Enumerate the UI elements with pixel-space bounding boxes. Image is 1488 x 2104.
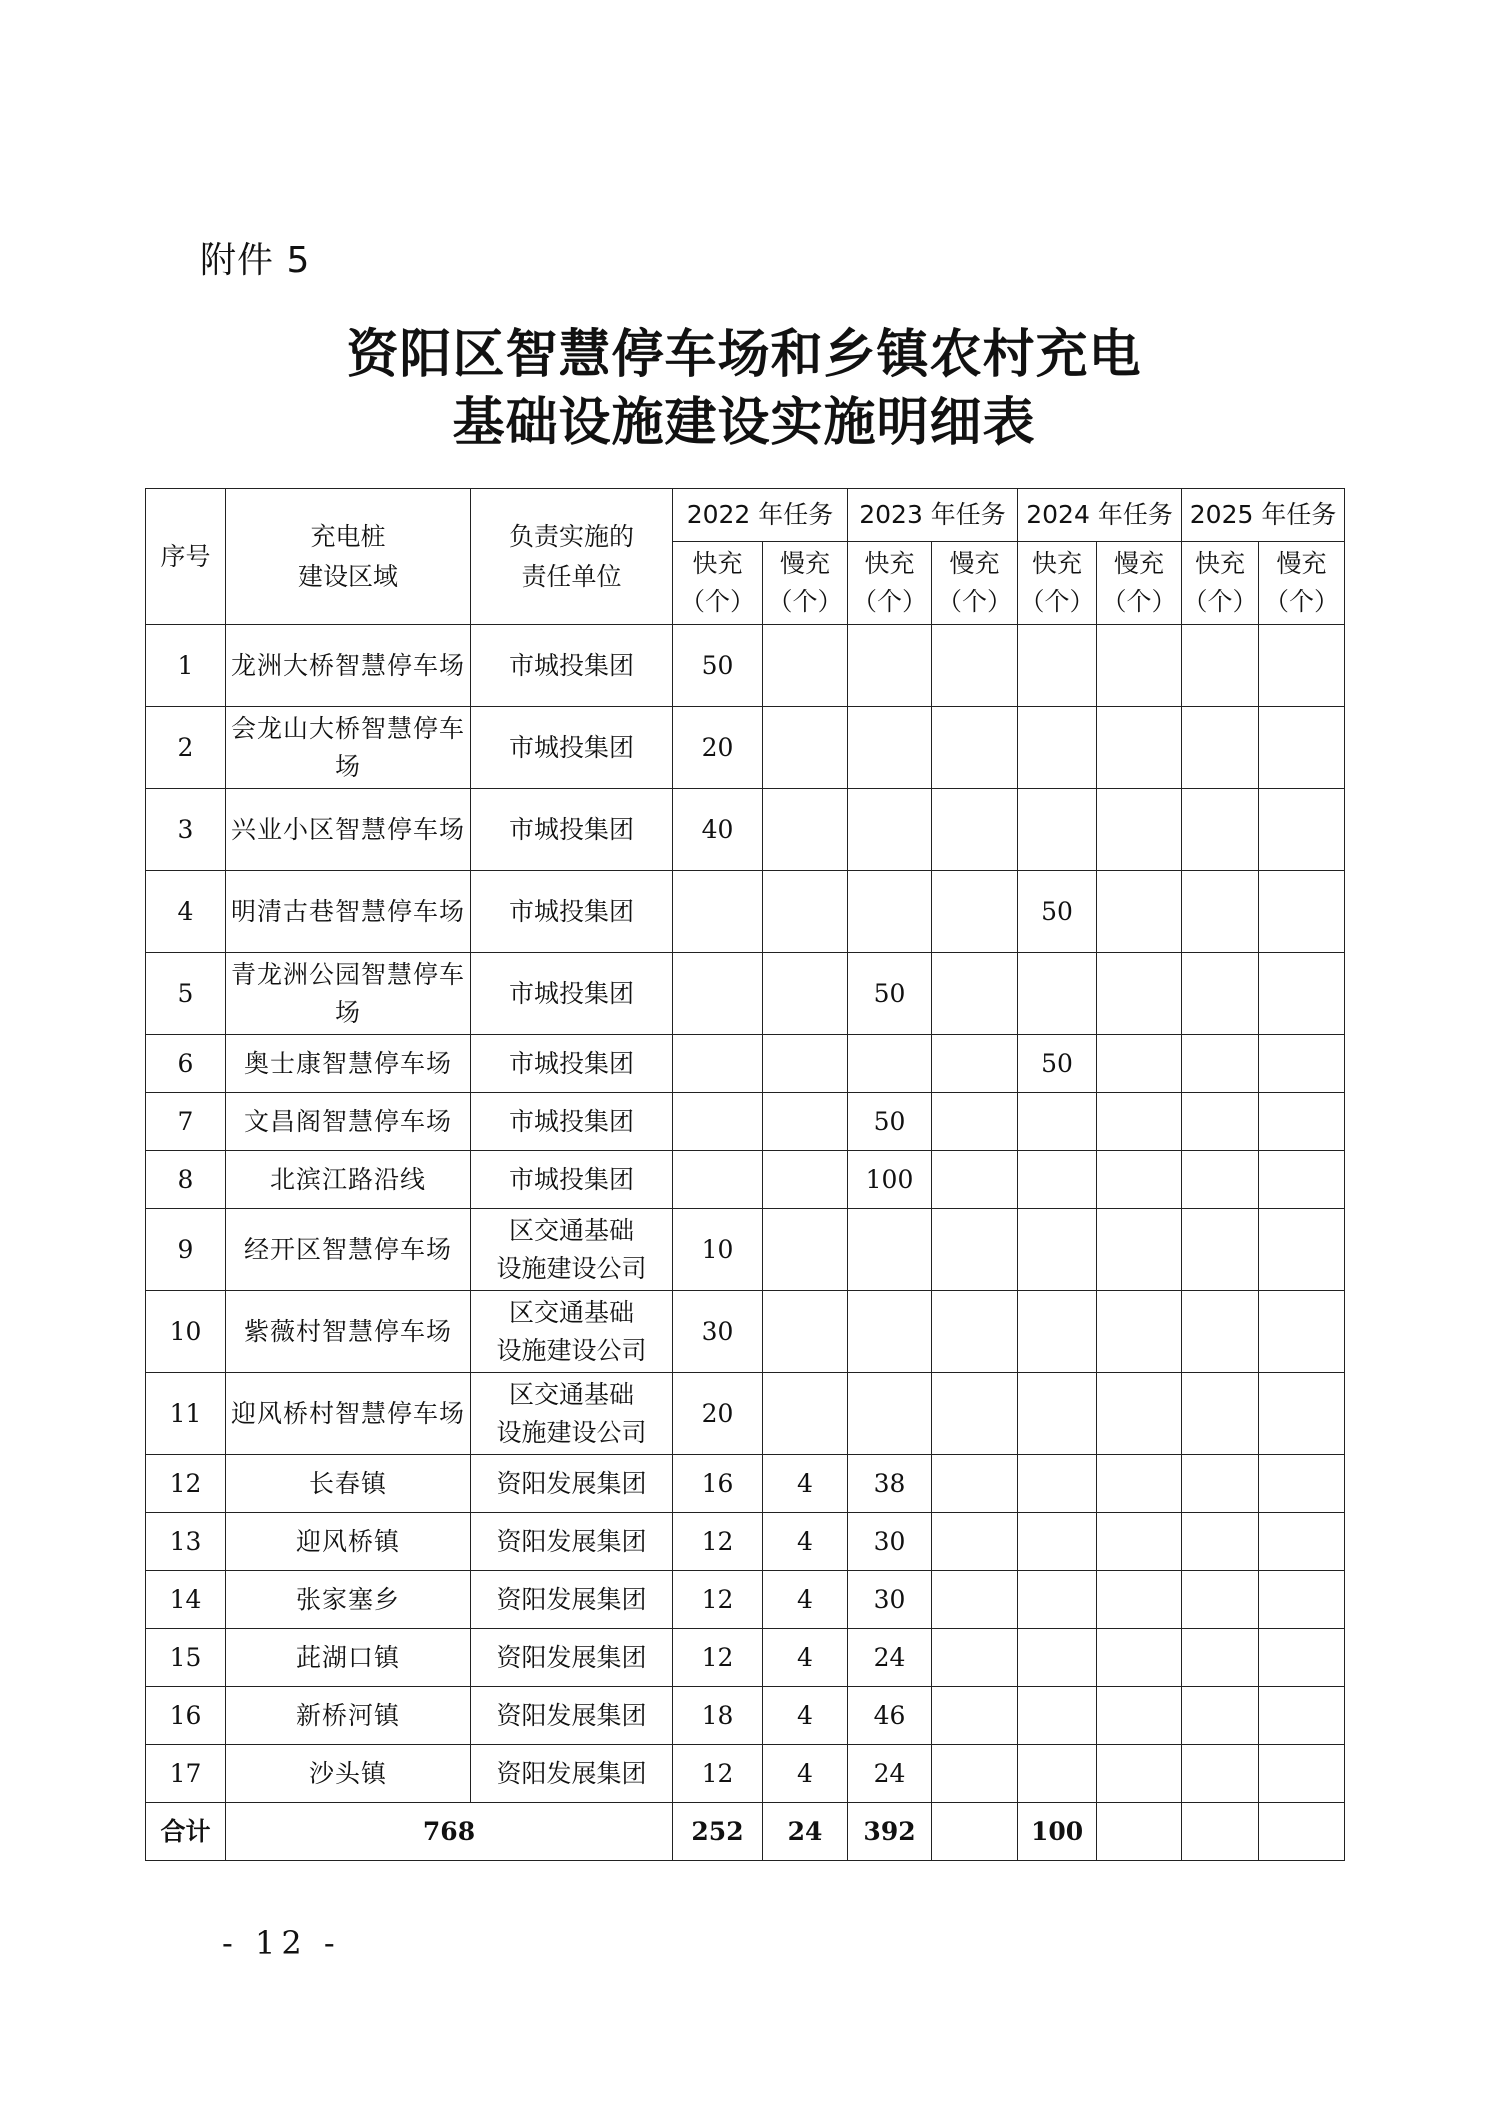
- row-seq: 15: [146, 1629, 226, 1687]
- row-fast-2024: 50: [1018, 871, 1097, 953]
- table-row: [146, 1629, 1345, 1687]
- row-slow-2023: [932, 1291, 1018, 1373]
- row-slow-2022: 4: [763, 1455, 848, 1513]
- row-fast-2022: 30: [673, 1291, 763, 1373]
- row-fast-2023: [848, 1291, 932, 1373]
- table-row: [146, 1455, 1345, 1513]
- row-fast-2023: 24: [848, 1629, 932, 1687]
- row-area: 会龙山大桥智慧停车场: [226, 707, 471, 789]
- row-seq: 1: [146, 625, 226, 707]
- row-seq: 7: [146, 1093, 226, 1151]
- row-slow-2022: [763, 1151, 848, 1209]
- row-slow-2025: [1259, 1571, 1345, 1629]
- row-fast-2024: [1018, 1687, 1097, 1745]
- row-fast-2022: 12: [673, 1745, 763, 1803]
- total-sum: 768: [226, 1803, 673, 1861]
- row-fast-2025: [1182, 1745, 1259, 1803]
- row-fast-2023: 100: [848, 1151, 932, 1209]
- row-slow-2025: [1259, 1513, 1345, 1571]
- row-area: 茈湖口镇: [226, 1629, 471, 1687]
- row-fast-2022: [673, 1035, 763, 1093]
- row-seq: 17: [146, 1745, 226, 1803]
- row-unit: 资阳发展集团: [471, 1745, 673, 1803]
- row-fast-2024: [1018, 953, 1097, 1035]
- row-fast-2022: 12: [673, 1513, 763, 1571]
- row-area: 文昌阁智慧停车场: [226, 1093, 471, 1151]
- header-slow-2025: 慢充 （个）: [1259, 542, 1345, 625]
- header-fast-2024: 快充 （个）: [1018, 542, 1097, 625]
- row-fast-2022: 20: [673, 707, 763, 789]
- row-unit: 市城投集团: [471, 1093, 673, 1151]
- row-seq: 9: [146, 1209, 226, 1291]
- row-seq: 2: [146, 707, 226, 789]
- row-fast-2025: [1182, 789, 1259, 871]
- row-slow-2025: [1259, 625, 1345, 707]
- table-body: [146, 625, 1345, 1803]
- attachment-label: 附件 5: [200, 240, 311, 281]
- row-slow-2024: [1097, 789, 1182, 871]
- row-fast-2025: [1182, 1629, 1259, 1687]
- row-fast-2025: [1182, 1455, 1259, 1513]
- row-fast-2025: [1182, 953, 1259, 1035]
- row-slow-2022: 4: [763, 1629, 848, 1687]
- row-slow-2025: [1259, 1151, 1345, 1209]
- total-fast-2025: [1182, 1803, 1259, 1861]
- row-unit: 区交通基础 设施建设公司: [471, 1373, 673, 1455]
- row-seq: 12: [146, 1455, 226, 1513]
- total-fast-2023: 392: [848, 1803, 932, 1861]
- row-slow-2024: [1097, 1745, 1182, 1803]
- row-area: 龙洲大桥智慧停车场: [226, 625, 471, 707]
- row-fast-2023: 46: [848, 1687, 932, 1745]
- row-unit: 资阳发展集团: [471, 1571, 673, 1629]
- row-fast-2022: [673, 871, 763, 953]
- row-slow-2024: [1097, 1629, 1182, 1687]
- table-row: [146, 1513, 1345, 1571]
- row-fast-2024: [1018, 789, 1097, 871]
- row-fast-2023: 38: [848, 1455, 932, 1513]
- row-fast-2022: 12: [673, 1629, 763, 1687]
- row-unit: 市城投集团: [471, 953, 673, 1035]
- header-row-years: [146, 489, 1345, 542]
- row-slow-2024: [1097, 1455, 1182, 1513]
- row-fast-2024: [1018, 707, 1097, 789]
- header-year-2025: 2025 年任务: [1182, 489, 1345, 542]
- row-slow-2024: [1097, 707, 1182, 789]
- row-slow-2024: [1097, 871, 1182, 953]
- row-fast-2023: 24: [848, 1745, 932, 1803]
- row-slow-2022: 4: [763, 1513, 848, 1571]
- document-title-line-2: 基础设施建设实施明细表: [452, 393, 1036, 453]
- row-fast-2023: [848, 1209, 932, 1291]
- row-slow-2025: [1259, 1455, 1345, 1513]
- row-fast-2024: [1018, 1151, 1097, 1209]
- table-row: [146, 789, 1345, 871]
- row-fast-2025: [1182, 1151, 1259, 1209]
- row-area: 经开区智慧停车场: [226, 1209, 471, 1291]
- row-fast-2025: [1182, 871, 1259, 953]
- total-slow-2025: [1259, 1803, 1345, 1861]
- row-slow-2023: [932, 1745, 1018, 1803]
- row-slow-2024: [1097, 625, 1182, 707]
- row-fast-2023: [848, 625, 932, 707]
- row-slow-2023: [932, 1209, 1018, 1291]
- row-area: 青龙洲公园智慧停车场: [226, 953, 471, 1035]
- row-fast-2024: [1018, 1629, 1097, 1687]
- row-slow-2023: [932, 1629, 1018, 1687]
- row-slow-2023: [932, 1687, 1018, 1745]
- row-slow-2025: [1259, 1687, 1345, 1745]
- row-fast-2023: [848, 1035, 932, 1093]
- row-slow-2022: 4: [763, 1687, 848, 1745]
- row-slow-2024: [1097, 1513, 1182, 1571]
- row-fast-2022: 50: [673, 625, 763, 707]
- row-slow-2024: [1097, 1209, 1182, 1291]
- row-unit: 资阳发展集团: [471, 1629, 673, 1687]
- row-slow-2025: [1259, 1093, 1345, 1151]
- table-row: [146, 1151, 1345, 1209]
- row-slow-2025: [1259, 1745, 1345, 1803]
- row-area: 沙头镇: [226, 1745, 471, 1803]
- table-row: [146, 1093, 1345, 1151]
- row-slow-2023: [932, 953, 1018, 1035]
- row-seq: 8: [146, 1151, 226, 1209]
- row-fast-2025: [1182, 1571, 1259, 1629]
- table-row: [146, 871, 1345, 953]
- row-slow-2023: [932, 1373, 1018, 1455]
- row-slow-2022: [763, 1093, 848, 1151]
- row-fast-2022: 10: [673, 1209, 763, 1291]
- row-area: 新桥河镇: [226, 1687, 471, 1745]
- row-slow-2024: [1097, 1035, 1182, 1093]
- implementation-detail-table: [145, 488, 1345, 1861]
- row-slow-2024: [1097, 1291, 1182, 1373]
- row-fast-2024: [1018, 1373, 1097, 1455]
- row-slow-2022: [763, 625, 848, 707]
- table-row: [146, 1745, 1345, 1803]
- row-fast-2024: [1018, 1291, 1097, 1373]
- row-area: 兴业小区智慧停车场: [226, 789, 471, 871]
- row-area: 紫薇村智慧停车场: [226, 1291, 471, 1373]
- total-slow-2022: 24: [763, 1803, 848, 1861]
- row-slow-2022: 4: [763, 1745, 848, 1803]
- row-fast-2023: [848, 871, 932, 953]
- row-slow-2023: [932, 1093, 1018, 1151]
- row-unit: 资阳发展集团: [471, 1513, 673, 1571]
- row-slow-2024: [1097, 1571, 1182, 1629]
- row-slow-2023: [932, 1455, 1018, 1513]
- row-slow-2024: [1097, 1151, 1182, 1209]
- total-fast-2024: 100: [1018, 1803, 1097, 1861]
- row-fast-2025: [1182, 707, 1259, 789]
- row-fast-2024: [1018, 1571, 1097, 1629]
- table-row: [146, 1687, 1345, 1745]
- row-unit: 市城投集团: [471, 1151, 673, 1209]
- row-fast-2022: [673, 1151, 763, 1209]
- row-fast-2023: [848, 707, 932, 789]
- row-fast-2025: [1182, 1209, 1259, 1291]
- row-fast-2022: 20: [673, 1373, 763, 1455]
- row-slow-2025: [1259, 871, 1345, 953]
- table-row: [146, 1373, 1345, 1455]
- header-seq: 序号: [146, 489, 226, 625]
- row-fast-2023: 50: [848, 1093, 932, 1151]
- row-slow-2022: [763, 1035, 848, 1093]
- row-fast-2025: [1182, 1373, 1259, 1455]
- row-slow-2023: [932, 1571, 1018, 1629]
- row-fast-2022: 40: [673, 789, 763, 871]
- row-slow-2025: [1259, 789, 1345, 871]
- row-slow-2022: [763, 707, 848, 789]
- row-unit: 市城投集团: [471, 625, 673, 707]
- row-seq: 11: [146, 1373, 226, 1455]
- row-slow-2023: [932, 871, 1018, 953]
- row-unit: 区交通基础 设施建设公司: [471, 1291, 673, 1373]
- row-seq: 16: [146, 1687, 226, 1745]
- row-fast-2024: [1018, 1745, 1097, 1803]
- row-seq: 14: [146, 1571, 226, 1629]
- header-unit: 负责实施的 责任单位: [471, 489, 673, 625]
- row-slow-2022: [763, 1291, 848, 1373]
- table-row: [146, 1571, 1345, 1629]
- row-unit: 市城投集团: [471, 1035, 673, 1093]
- header-area: 充电桩 建设区域: [226, 489, 471, 625]
- total-slow-2024: [1097, 1803, 1182, 1861]
- row-seq: 4: [146, 871, 226, 953]
- row-area: 北滨江路沿线: [226, 1151, 471, 1209]
- row-fast-2024: [1018, 1093, 1097, 1151]
- row-fast-2024: [1018, 1513, 1097, 1571]
- table-row: [146, 1291, 1345, 1373]
- total-label: 合计: [146, 1803, 226, 1861]
- row-fast-2025: [1182, 1291, 1259, 1373]
- row-area: 长春镇: [226, 1455, 471, 1513]
- row-slow-2023: [932, 625, 1018, 707]
- header-year-2023: 2023 年任务: [848, 489, 1018, 542]
- row-area: 迎风桥镇: [226, 1513, 471, 1571]
- header-year-2024: 2024 年任务: [1018, 489, 1182, 542]
- row-slow-2024: [1097, 1687, 1182, 1745]
- row-fast-2025: [1182, 625, 1259, 707]
- row-seq: 10: [146, 1291, 226, 1373]
- total-row: [146, 1803, 1345, 1861]
- row-fast-2025: [1182, 1687, 1259, 1745]
- header-fast-2022: 快充 （个）: [673, 542, 763, 625]
- table-row: [146, 625, 1345, 707]
- row-area: 迎风桥村智慧停车场: [226, 1373, 471, 1455]
- header-slow-2024: 慢充 （个）: [1097, 542, 1182, 625]
- row-fast-2022: 18: [673, 1687, 763, 1745]
- row-unit: 市城投集团: [471, 789, 673, 871]
- row-slow-2023: [932, 707, 1018, 789]
- row-fast-2022: 16: [673, 1455, 763, 1513]
- row-fast-2024: [1018, 625, 1097, 707]
- row-slow-2023: [932, 1151, 1018, 1209]
- row-slow-2025: [1259, 1291, 1345, 1373]
- row-slow-2024: [1097, 953, 1182, 1035]
- table-row: [146, 953, 1345, 1035]
- row-slow-2022: [763, 871, 848, 953]
- row-area: 明清古巷智慧停车场: [226, 871, 471, 953]
- page-number: - 12 -: [222, 1924, 341, 1962]
- row-fast-2022: [673, 953, 763, 1035]
- row-slow-2023: [932, 1513, 1018, 1571]
- row-slow-2022: [763, 1209, 848, 1291]
- row-slow-2023: [932, 1035, 1018, 1093]
- row-area: 奥士康智慧停车场: [226, 1035, 471, 1093]
- row-slow-2025: [1259, 707, 1345, 789]
- row-fast-2023: [848, 789, 932, 871]
- header-slow-2023: 慢充 （个）: [932, 542, 1018, 625]
- row-slow-2024: [1097, 1093, 1182, 1151]
- row-seq: 3: [146, 789, 226, 871]
- row-slow-2025: [1259, 1629, 1345, 1687]
- row-slow-2023: [932, 789, 1018, 871]
- row-fast-2024: [1018, 1455, 1097, 1513]
- row-slow-2022: 4: [763, 1571, 848, 1629]
- table-row: [146, 1209, 1345, 1291]
- row-slow-2024: [1097, 1373, 1182, 1455]
- table-row: [146, 707, 1345, 789]
- row-fast-2025: [1182, 1093, 1259, 1151]
- row-fast-2022: [673, 1093, 763, 1151]
- row-slow-2025: [1259, 953, 1345, 1035]
- row-fast-2023: 30: [848, 1513, 932, 1571]
- row-slow-2022: [763, 789, 848, 871]
- row-area: 张家塞乡: [226, 1571, 471, 1629]
- row-fast-2025: [1182, 1513, 1259, 1571]
- row-fast-2023: 50: [848, 953, 932, 1035]
- row-slow-2025: [1259, 1373, 1345, 1455]
- row-slow-2022: [763, 953, 848, 1035]
- total-fast-2022: 252: [673, 1803, 763, 1861]
- row-unit: 市城投集团: [471, 871, 673, 953]
- row-slow-2025: [1259, 1035, 1345, 1093]
- row-fast-2023: 30: [848, 1571, 932, 1629]
- row-fast-2025: [1182, 1035, 1259, 1093]
- header-year-2022: 2022 年任务: [673, 489, 848, 542]
- row-fast-2022: 12: [673, 1571, 763, 1629]
- row-fast-2023: [848, 1373, 932, 1455]
- document-title-line-1: 资阳区智慧停车场和乡镇农村充电: [346, 325, 1142, 385]
- row-fast-2024: [1018, 1209, 1097, 1291]
- row-unit: 区交通基础 设施建设公司: [471, 1209, 673, 1291]
- row-seq: 6: [146, 1035, 226, 1093]
- total-slow-2023: [932, 1803, 1018, 1861]
- header-fast-2025: 快充 （个）: [1182, 542, 1259, 625]
- row-fast-2024: 50: [1018, 1035, 1097, 1093]
- row-unit: 资阳发展集团: [471, 1687, 673, 1745]
- row-slow-2025: [1259, 1209, 1345, 1291]
- row-seq: 5: [146, 953, 226, 1035]
- table-row: [146, 1035, 1345, 1093]
- row-seq: 13: [146, 1513, 226, 1571]
- header-fast-2023: 快充 （个）: [848, 542, 932, 625]
- row-slow-2022: [763, 1373, 848, 1455]
- row-unit: 资阳发展集团: [471, 1455, 673, 1513]
- header-slow-2022: 慢充 （个）: [763, 542, 848, 625]
- row-unit: 市城投集团: [471, 707, 673, 789]
